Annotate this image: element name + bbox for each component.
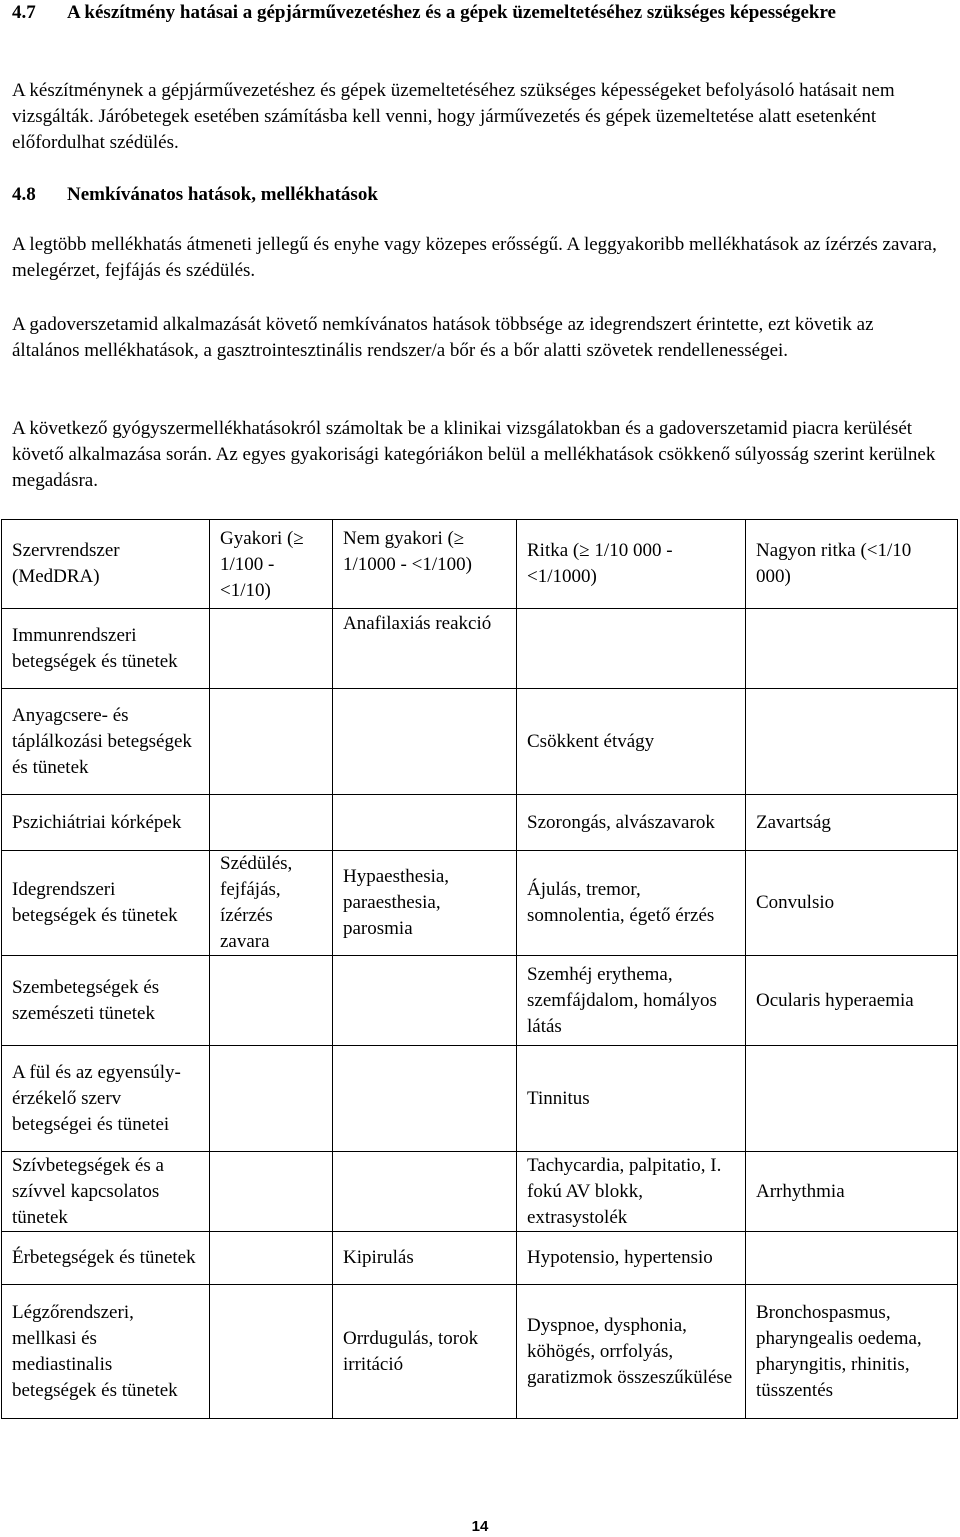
section-title: Nemkívánatos hatások, mellékhatások (67, 184, 378, 205)
table-cell (333, 689, 517, 795)
table-row (2, 1046, 958, 1152)
table-row (2, 1232, 958, 1285)
table-cell (746, 609, 958, 689)
table-cell: Zavartság (746, 795, 958, 851)
table-row (2, 1152, 958, 1232)
table-cell (333, 1152, 517, 1232)
table-cell (210, 1232, 333, 1285)
table-row (2, 1285, 958, 1419)
section-4-8-paragraph-2: A gadoverszetamid alkalmazását követő nemkívánatos hatások többsége az idegrendszert érintette, ezt követik az általános mellékhatások, a gasztrointesztinális rendszer/a bőr és a bőr alatti szövetek rendellenességei. (12, 314, 874, 361)
table-cell (333, 1046, 517, 1152)
table-cell: Érbetegségek és tünetek (2, 1232, 210, 1285)
table-header-row (2, 520, 958, 609)
table-row (2, 795, 958, 851)
table-cell (746, 689, 958, 795)
table-cell: Hypaesthesia, paraesthesia, parosmia (333, 851, 517, 956)
table-cell (210, 795, 333, 851)
table-cell (517, 609, 746, 689)
table-cell: Immunrendszeri betegségek és tünetek (2, 609, 210, 689)
table-cell (746, 1046, 958, 1152)
table-cell: Légzőrendszeri, mellkasi és mediastinalis betegségek és tünetek (2, 1285, 210, 1419)
header-cell: Ritka (≥ 1/10 000 - <1/1000) (517, 520, 746, 609)
table-row (2, 609, 958, 689)
table-cell: Arrhythmia (746, 1152, 958, 1232)
section-number: 4.7 (12, 2, 36, 23)
table-cell: Szívbetegségek és a szívvel kapcsolatos tünetek (2, 1152, 210, 1232)
header-cell: Nem gyakori (≥ 1/1000 - <1/100) (333, 520, 517, 609)
table-cell: Csökkent étvágy (517, 689, 746, 795)
table-cell: Anyagcsere- és táplálkozási betegségek és tünetek (2, 689, 210, 795)
table-cell: Szédülés, fejfájás, ízérzés zavara (210, 851, 333, 956)
header-cell: Gyakori (≥ 1/100 - <1/10) (210, 520, 333, 609)
table-cell (210, 956, 333, 1046)
table-cell: Dyspnoe, dysphonia, köhögés, orrfolyás, garatizmok összeszűkülése (517, 1285, 746, 1419)
table-cell (333, 956, 517, 1046)
table-cell: Ájulás, tremor, somnolentia, égető érzés (517, 851, 746, 956)
section-4-8-paragraph-3: A következő gyógyszermellékhatásokról számoltak be a klinikai vizsgálatokban és a gadoverszetamid piacra kerülését követő alkalmazása során. Az egyes gyakorisági kategóriákon belül a mellékhatások csökkenő súlyosság szerint kerülnek megadásra. (12, 418, 936, 491)
table-cell (210, 689, 333, 795)
table-cell (210, 1046, 333, 1152)
header-cell: Nagyon ritka (<1/10 000) (746, 520, 958, 609)
table-cell (210, 609, 333, 689)
table-cell: Convulsio (746, 851, 958, 956)
page-number: 14 (471, 1518, 489, 1535)
table-cell: Szemhéj erythema, szemfájdalom, homályos látás (517, 956, 746, 1046)
table-cell (746, 1232, 958, 1285)
header-cell: Szervrendszer (MedDRA) (2, 520, 210, 609)
table-cell (333, 795, 517, 851)
table-cell: A fül és az egyensúly-érzékelő szerv betegségei és tünetei (2, 1046, 210, 1152)
table-cell: Tinnitus (517, 1046, 746, 1152)
table-cell: Tachycardia, palpitatio, I. fokú AV blokk, extrasystolék (517, 1152, 746, 1232)
section-number: 4.8 (12, 184, 36, 205)
table-cell (210, 1152, 333, 1232)
table-cell (210, 1285, 333, 1419)
table-cell: Ocularis hyperaemia (746, 956, 958, 1046)
table-cell: Hypotensio, hypertensio (517, 1232, 746, 1285)
table-cell: Idegrendszeri betegségek és tünetek (2, 851, 210, 956)
table-cell: Orrdugulás, torok irritáció (333, 1285, 517, 1419)
table-cell: Bronchospasmus, pharyngealis oedema, pharyngitis, rhinitis, tüsszentés (746, 1285, 958, 1419)
section-title: A készítmény hatásai a gépjárművezetéshez és a gépek üzemeltetéséhez szükséges képességekre (67, 2, 836, 23)
table-row (2, 956, 958, 1046)
table-cell: Szorongás, alvászavarok (517, 795, 746, 851)
table-cell: Szembetegségek és szemészeti tünetek (2, 956, 210, 1046)
table-cell: Kipirulás (333, 1232, 517, 1285)
table-row (2, 851, 958, 956)
section-4-7-body: A készítménynek a gépjárművezetéshez és gépek üzemeltetéséhez szükséges képességeket befolyásoló hatásait nem vizsgálták. Járóbetegek esetében számításba kell venni, hogy járművezetés és gépek üzemeltetése alatt esetenként előfordulhat szédülés. (12, 80, 895, 153)
adverse-reactions-table (1, 519, 958, 1419)
table-cell: Anafilaxiás reakció (333, 609, 517, 689)
table-row (2, 689, 958, 795)
section-4-8-paragraph-1: A legtöbb mellékhatás átmeneti jellegű és enyhe vagy közepes erősségű. A leggyakoribb mellékhatások az ízérzés zavara, melegérzet, fejfájás és szédülés. (12, 234, 937, 281)
table-cell: Pszichiátriai kórképek (2, 795, 210, 851)
